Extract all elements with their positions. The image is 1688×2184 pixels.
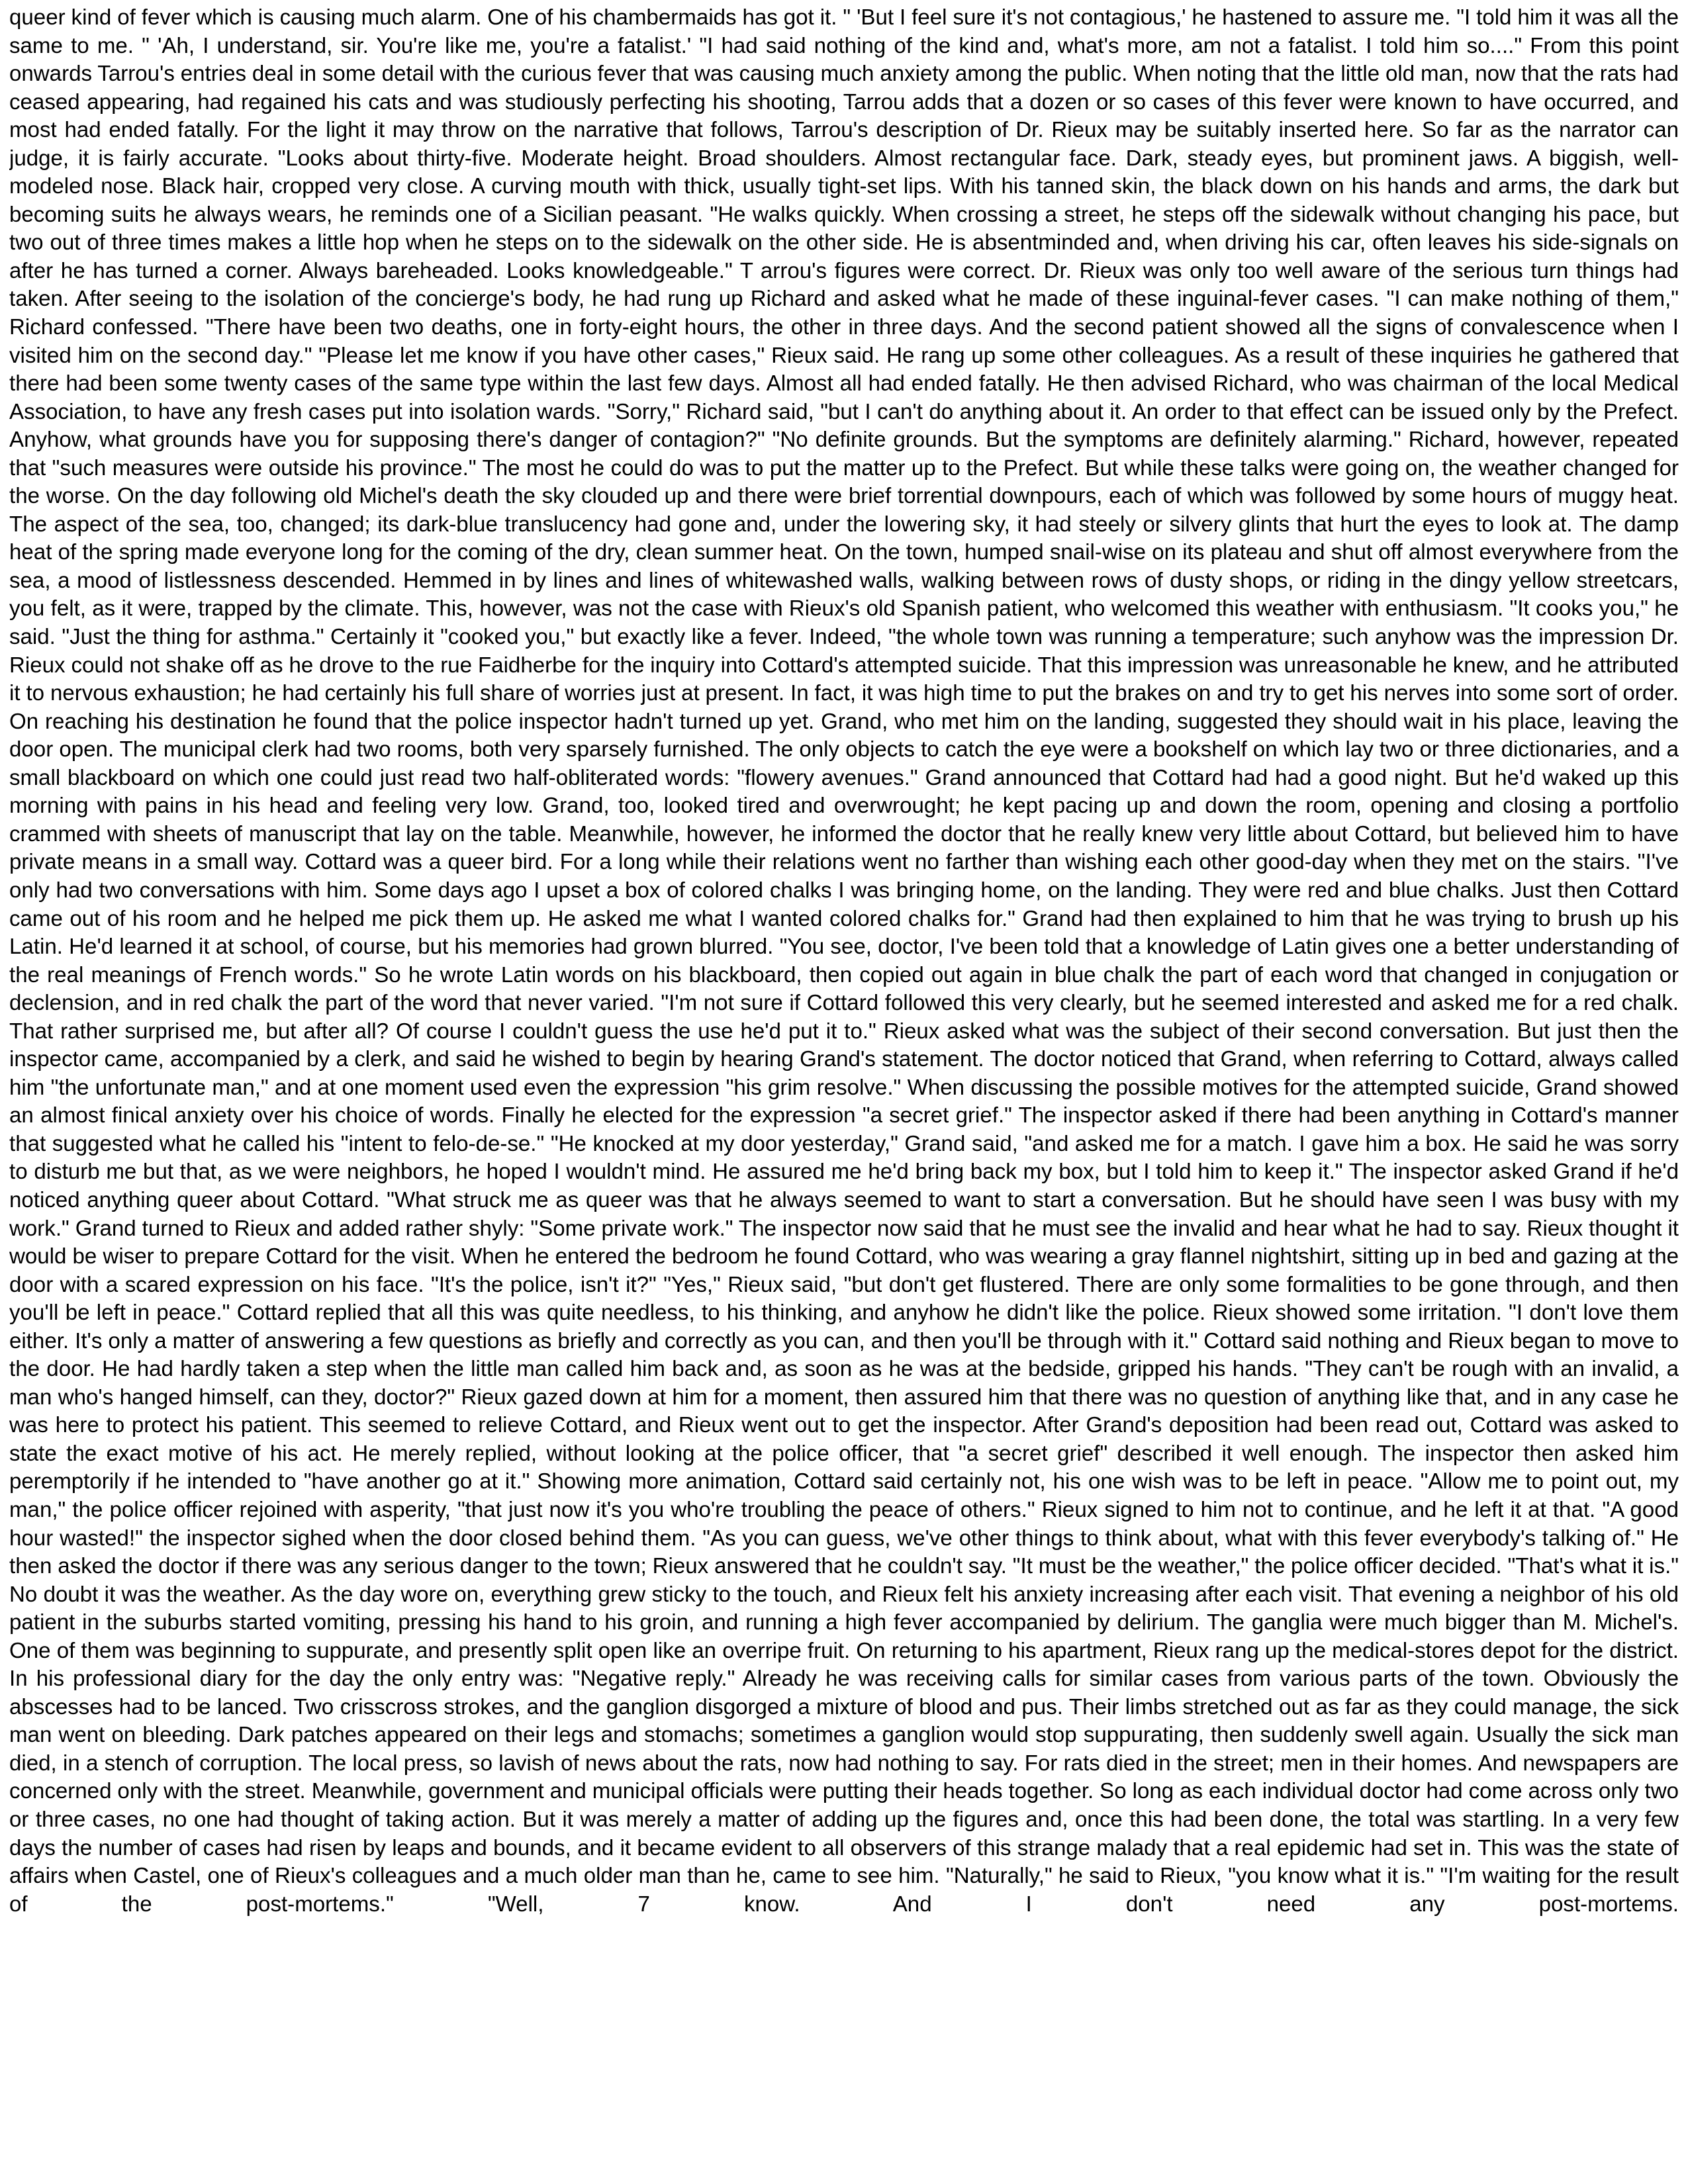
document-page <box>9 4 1679 2180</box>
body-text: queer kind of fever which is causing much alarm. One of his chambermaids has got it. " 'But I feel sure it's not contagious,' he hastened to assure me. "I told him it was all the same to me. " 'Ah, I understand, sir. You're like me, you're a fatalist.' "I had said nothing of the kind and, what's more, am not a fatalist. I told him so...." From this point onwards Tarrou's entries deal in some detail with the curious fever that was causing much anxiety among the public. When noting that the little old man, now that the rats had ceased appearing, had regained his cats and was studiously perfecting his shooting, Tarrou adds that a dozen or so cases of this fever were known to have occurred, and most had ended fatally. For the light it may throw on the narrative that follows, Tarrou's description of Dr. Rieux may be suitably inserted here. So far as the narrator can judge, it is fairly accurate. "Looks about thirty-five. Moderate height. Broad shoulders. Almost rectangular face. Dark, steady eyes, but prominent jaws. A biggish, well-modeled nose. Black hair, cropped very close. A curving mouth with thick, usually tight-set lips. With his tanned skin, the black down on his hands and arms, the dark but becoming suits he always wears, he reminds one of a Sicilian peasant. "He walks quickly. When crossing a street, he steps off the sidewalk without changing his pace, but two out of three times makes a little hop when he steps on to the sidewalk on the other side. He is absentminded and, when driving his car, often leaves his side-signals on after he has turned a corner. Always bareheaded. Looks knowledgeable." T arrou's figures were correct. Dr. Rieux was only too well aware of the serious turn things had taken. After seeing to the isolation of the concierge's body, he had rung up Richard and asked what he made of these inguinal-fever cases. "I can make nothing of them," Richard confessed. "There have been two deaths, one in forty-eight hours, the other in three days. And the second patient showed all the signs of convalescence when I visited him on the second day." "Please let me know if you have other cases," Rieux said. He rang up some other colleagues. As a result of these inquiries he gathered that there had been some twenty cases of the same type within the last few days. Almost all had ended fatally. He then advised Richard, who was chairman of the local Medical Association, to have any fresh cases put into isolation wards. "Sorry," Richard said, "but I can't do anything about it. An order to that effect can be issued only by the Prefect. Anyhow, what grounds have you for supposing there's danger of contagion?" "No definite grounds. But the symptoms are definitely alarming." Richard, however, repeated that "such measures were outside his province." The most he could do was to put the matter up to the Prefect. But while these talks were going on, the weather changed for the worse. On the day following old Michel's death the sky clouded up and there were brief torrential downpours, each of which was followed by some hours of muggy heat. The aspect of the sea, too, changed; its dark-blue translucency had gone and, under the lowering sky, it had steely or silvery glints that hurt the eyes to look at. The damp heat of the spring made everyone long for the coming of the dry, clean summer heat. On the town, humped snail-wise on its plateau and shut off almost everywhere from the sea, a mood of listlessness descended. Hemmed in by lines and lines of whitewashed walls, walking between rows of dusty shops, or riding in the dingy yellow streetcars, you felt, as it were, trapped by the climate. This, however, was not the case with Rieux's old Spanish patient, who welcomed this weather with enthusiasm. "It cooks you," he said. "Just the thing for asthma." Certainly it "cooked you," but exactly like a fever. Indeed, "the whole town was running a temperature; such anyhow was the impression Dr. Rieux could not shake off as he drove to the rue Faidherbe for the inquiry into Cottard's attempted suicide. That this impression was unreasonable he knew, and he attributed it to nervous exhaustion; he had certainly his full share of worries just at present. In fact, it was high time to put the brakes on and try to get his nerves into some sort of order. On reaching his destination he found that the police inspector hadn't turned up yet. Grand, who met him on the landing, suggested they should wait in his place, leaving the door open. The municipal clerk had two rooms, both very sparsely furnished. The only objects to catch the eye were a bookshelf on which lay two or three dictionaries, and a small blackboard on which one could just read two half-obliterated words: "flowery avenues." Grand announced that Cottard had had a good night. But he'd waked up this morning with pains in his head and feeling very low. Grand, too, looked tired and overwrought; he kept pacing up and down the room, opening and closing a portfolio crammed with sheets of manuscript that lay on the table. Meanwhile, however, he informed the doctor that he really knew very little about Cottard, but believed him to have private means in a small way. Cottard was a queer bird. For a long while their relations went no farther than wishing each other good-day when they met on the stairs. "I've only had two conversations with him. Some days ago I upset a box of colored chalks I was bringing home, on the landing. They were red and blue chalks. Just then Cottard came out of his room and he helped me pick them up. He asked me what I wanted colored chalks for." Grand had then explained to him that he was trying to brush up his Latin. He'd learned it at school, of course, but his memories had grown blurred. "You see, doctor, I've been told that a knowledge of Latin gives one a better understanding of the real meanings of French words." So he wrote Latin words on his blackboard, then copied out again in blue chalk the part of each word that changed in conjugation or declension, and in red chalk the part of the word that never varied. "I'm not sure if Cottard followed this very clearly, but he seemed interested and asked me for a red chalk. That rather surprised me, but after all? Of course I couldn't guess the use he'd put it to." Rieux asked what was the subject of their second conversation. But just then the inspector came, accompanied by a clerk, and said he wished to begin by hearing Grand's statement. The doctor noticed that Grand, when referring to Cottard, always called him "the unfortunate man," and at one moment used even the expression "his grim resolve." When discussing the possible motives for the attempted suicide, Grand showed an almost finical anxiety over his choice of words. Finally he elected for the expression "a secret grief." The inspector asked if there had been anything in Cottard's manner that suggested what he called his "intent to felo-de-se." "He knocked at my door yesterday," Grand said, "and asked me for a match. I gave him a box. He said he was sorry to disturb me but that, as we were neighbors, he hoped I wouldn't mind. He assured me he'd bring back my box, but I told him to keep it." The inspector asked Grand if he'd noticed anything queer about Cottard. "What struck me as queer was that he always seemed to want to start a conversation. But he should have seen I was busy with my work." Grand turned to Rieux and added rather shyly: "Some private work." The inspector now said that he must see the invalid and hear what he had to say. Rieux thought it would be wiser to prepare Cottard for the visit. When he entered the bedroom he found Cottard, who was wearing a gray flannel nightshirt, sitting up in bed and gazing at the door with a scared expression on his face. "It's the police, isn't it?" "Yes," Rieux said, "but don't get flustered. There are only some formalities to be gone through, and then you'll be left in peace." Cottard replied that all this was quite needless, to his thinking, and anyhow he didn't like the police. Rieux showed some irritation. "I don't love them either. It's only a matter of answering a few questions as briefly and correctly as you can, and then you'll be through with it." Cottard said nothing and Rieux began to move to the door. He had hardly taken a step when the little man called him back and, as soon as he was at the bedside, gripped his hands. "They can't be rough with an invalid, a man who's hanged himself, can they, doctor?" Rieux gazed down at him for a moment, then assured him that there was no question of anything like that, and in any case he was here to protect his patient. This seemed to relieve Cottard, and Rieux went out to get the inspector. After Grand's deposition had been read out, Cottard was asked to state the exact motive of his act. He merely replied, without looking at the police officer, that "a secret grief" described it well enough. The inspector then asked him peremptorily if he intended to "have another go at it." Showing more animation, Cottard said certainly not, his one wish was to be left in peace. "Allow me to point out, my man," the police officer rejoined with asperity, "that just now it's you who're troubling the peace of others." Rieux signed to him not to continue, and he left it at that. "A good hour wasted!" the inspector sighed when the door closed behind them. "As you can guess, we've other things to think about, what with this fever everybody's talking of." He then asked the doctor if there was any serious danger to the town; Rieux answered that he couldn't say. "It must be the weather," the police officer decided. "That's what it is." No doubt it was the weather. As the day wore on, everything grew sticky to the touch, and Rieux felt his anxiety increasing after each visit. That evening a neighbor of his old patient in the suburbs started vomiting, pressing his hand to his groin, and running a high fever accompanied by delirium. The ganglia were much bigger than M. Michel's. One of them was beginning to suppurate, and presently split open like an overripe fruit. On returning to his apartment, Rieux rang up the medical-stores depot for the district. In his professional diary for the day the only entry was: "Negative reply." Already he was receiving calls for similar cases from various parts of the town. Obviously the abscesses had to be lanced. Two crisscross strokes, and the ganglion disgorged a mixture of blood and pus. Their limbs stretched out as far as they could manage, the sick man went on bleeding. Dark patches appeared on their legs and stomachs; sometimes a ganglion would stop suppurating, then suddenly swell again. Usually the sick man died, in a stench of corruption. The local press, so lavish of news about the rats, now had nothing to say. For rats died in the street; men in their homes. And newspapers are concerned only with the street. Meanwhile, government and municipal officials were putting their heads together. So long as each individual doctor had come across only two or three cases, no one had thought of taking action. But it was merely a matter of adding up the figures and, once this had been done, the total was startling. In a very few days the number of cases had risen by leaps and bounds, and it became evident to all observers of this strange malady that a real epidemic had set in. This was the state of affairs when Castel, one of Rieux's colleagues and a much older man than he, came to see him. "Naturally," he said to Rieux, "you know what it is." "I'm waiting for the result of the post-mortems." "Well, 7 know. And I don't need any post-mortems. <box>9 5 1679 1917</box>
